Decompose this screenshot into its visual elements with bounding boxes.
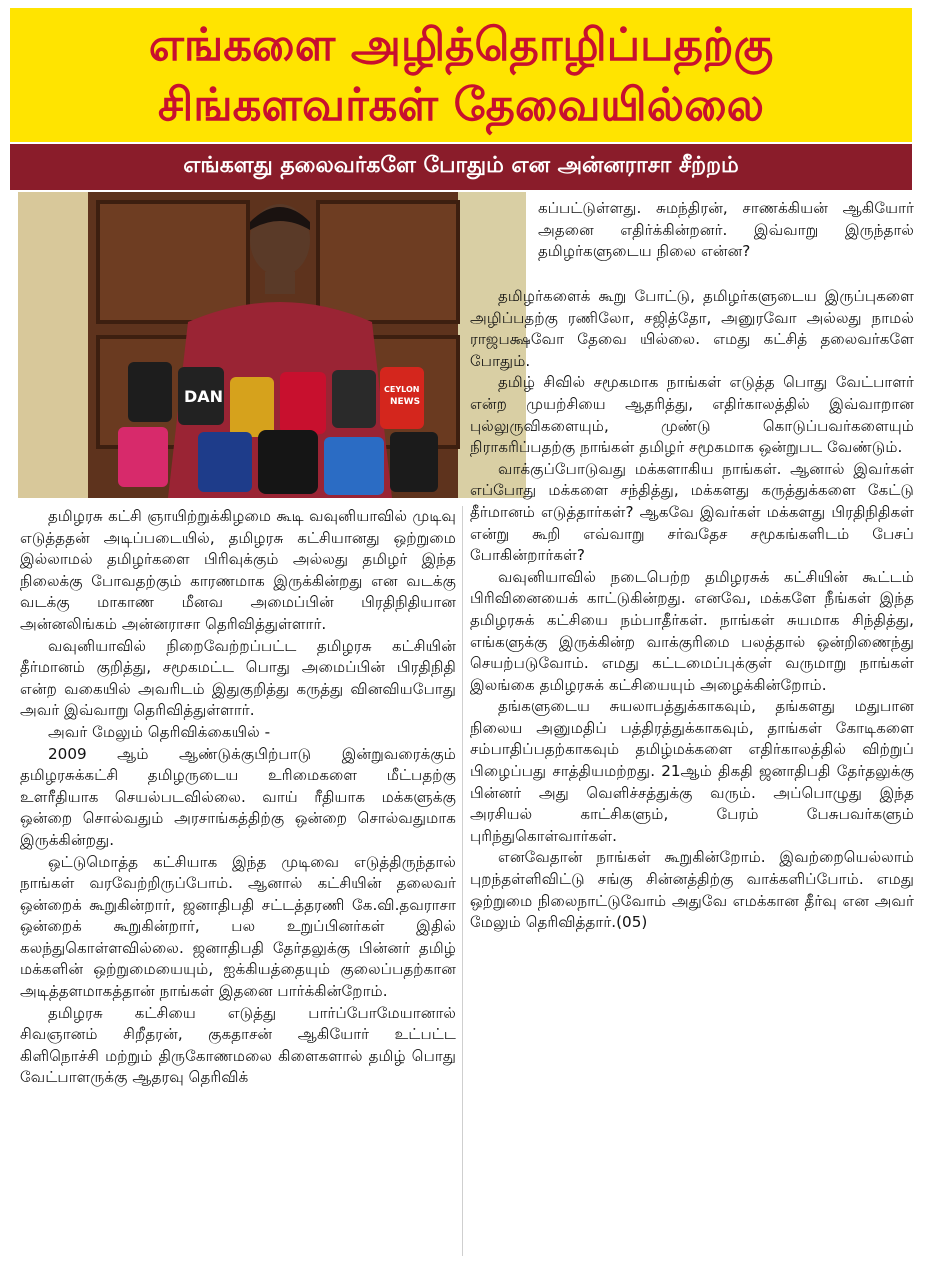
paragraph: ஒட்டுமொத்த கட்சியாக இந்த முடிவை எடுத்திருந்தால் நாங்கள் வரவேற்றிருப்போம். ஆனால் கட்சியின் தலைவர் ஒன்றைக் கூறுகின்றார், ஜனாதிபதி சட்டத்தரணி கே.வி.தவராசா ஒன்றைக் கூறுகின்றார், பல உறுப்பினர்கள் இதில் கலந்துகொள்ளவில்லை. ஜனாதிபதி தேர்தலுக்கு பின்னர் தமிழ் மக்களின் ஒற்றுமையையும், ஐக்கியத்தையும் குலைப்பதற்கான அடித்தளமாகத்தான் நாங்கள் இதனை பார்க்கின்றோம்.: [20, 852, 456, 1001]
paragraph: தமிழரசு கட்சி ஞாயிற்றுக்கிழமை கூடி வவுனியாவில் முடிவு எடுத்ததன் அடிப்படையில், தமிழரசு கட்சியானது ஒற்றுமை இல்லாமல் தமிழர்களை பிரிவுக்கும் அல்லது தமிழர் இந்த நிலைக்கு போவதற்கும் காரணமாக இருக்கின்றது என வடக்கு வடக்கு மாகாண மீனவ அமைப்பின் பிரதிநிதியான அன்னலிங்கம் அன்னராசா தெரிவித்துள்ளார்.: [20, 507, 456, 633]
paragraph: கப்பட்டுள்ளது. சுமந்திரன், சாணக்கியன் ஆகியோர் அதனை எதிர்க்கின்றனர். இவ்வாறு இருந்தால் தமிழர்களுடைய நிலை என்ன?: [538, 199, 914, 261]
headline-line-2: சிங்களவர்கள் தேவையில்லை: [157, 78, 765, 131]
paragraph: தமிழ் சிவில் சமூகமாக நாங்கள் எடுத்த பொது வேட்பாளர் என்ற முயற்சியை ஆதரித்து, எதிர்காலத்தில் இவ்வாறான புல்லுருவிகளையும், முண்டு கொடுப்பவர்களையும் நிராகரிப்பதற்கு நாங்கள் தமிழர் சமூகமாக ஒன்றுபட வேண்டும்.: [470, 373, 914, 457]
right-column: [470, 286, 914, 934]
mic-label-dan: DAN: [184, 387, 224, 406]
right-column-continuation: [538, 198, 914, 263]
paragraph: எனவேதான் நாங்கள் கூறுகின்றோம். இவற்றையெல்லாம் புறந்தள்ளிவிட்டு சங்கு சின்னத்திற்கு வாக்களிப்போம். எமது ஒற்றுமை நிலைநாட்டுவோம் அதுவே எமக்கான தீர்வு என அவர் மேலும் தெரிவித்தார்.(05): [470, 848, 914, 932]
paragraph: வவுனியாவில் நடைபெற்ற தமிழரசுக் கட்சியின் கூட்டம் பிரிவினையைக் காட்டுகின்றது. எனவே, மக்களே நீங்கள் இந்த தமிழரசுக் கட்சியை நம்பாதீர்கள். நாங்கள் சுயமாக சிந்தித்து, எங்களுக்கு இருக்கின்ற வாக்குரிமை பலத்தால் ஒன்றிணைந்து செயற்படுவோம். எமது கட்டமைப்புக்குள் வருமாறு நாங்கள் இலங்கை தமிழரசுக் கட்சியையும் அழைக்கின்றோம்.: [470, 567, 914, 694]
press-conference-photo: [18, 192, 526, 498]
subheadline: எங்களது தலைவர்களே போதும் என அன்னராசா சீற்றம்: [10, 144, 912, 190]
paragraph: தமிழர்களைக் கூறு போட்டு, தமிழர்களுடைய இருப்புகளை அழிப்பதற்கு ரணிலோ, சஜித்தோ, அனுரவோ அல்லது நாமல் ராஜபக்ஷவோ தேவை யில்லை. எமது கட்சித் தலைவர்களே போதும்.: [470, 287, 914, 370]
column-divider: [462, 506, 463, 1256]
headline-line-1: எங்களை அழித்தொழிப்பதற்கு: [148, 18, 774, 71]
paragraph: அவர் மேலும் தெரிவிக்கையில் -: [48, 722, 271, 741]
paragraph: தங்களுடைய சுயலாபத்துக்காகவும், தங்களது மதுபான நிலைய அனுமதிப் பத்திரத்துக்காகவும், தாங்கள் கோடிகளை சம்பாதிப்பதற்காகவும் தமிழ்மக்களை எதிர்காலத்தில் விற்றுப் பிழைப்பது சாத்தியமற்றது. 21ஆம் திகதி ஜனாதிபதி தேர்தலுக்கு பின்னர் அது வெளிச்சத்துக்கு வரும். அப்பொழுது இந்த அரசியல் காட்சிகளும், பேரம் பேசுபவர்களும் புரிந்துகொள்வார்கள்.: [470, 697, 914, 845]
headline-banner: [10, 8, 912, 142]
mic-label-ceylon: CEYLON: [384, 385, 420, 394]
paragraph: வவுனியாவில் நிறைவேற்றப்பட்ட தமிழரசு கட்சியின் தீர்மானம் குறித்து, சமூகமட்ட பொது அமைப்பின் பிரதிநிதி என்ற வகையில் அவரிடம் இதுகுறித்து கருத்து வினவியபோது அவர் இவ்வாறு தெரிவித்துள்ளார்.: [20, 636, 456, 720]
mic-label-news: NEWS: [390, 397, 421, 407]
paragraph: தமிழரசு கட்சியை எடுத்து பார்ப்போமேயானால் சிவஞானம் சிறீதரன், குகதாசன் ஆகியோர் உட்பட்ட கிளிநொச்சி மற்றும் திருகோணமலை கிளைகளால் தமிழ் பொது வேட்பாளருக்கு ஆதரவு தெரிவிக்: [20, 1003, 456, 1087]
left-column: [20, 506, 456, 1089]
paragraph: 2009 ஆம் ஆண்டுக்குபிற்பாடு இன்றுவரைக்கும் தமிழரசுக்கட்சி தமிழருடைய உரிமைகளை மீட்பதற்கு உளரீதியாக செயல்படவில்லை. வாய் ரீதியாக மக்களுக்கு ஒன்றை சொல்வதும் அரசாங்கத்திற்கு ஒன்றை சொல்வதுமாக இருக்கின்றது.: [20, 744, 456, 849]
paragraph: வாக்குப்போடுவது மக்களாகிய நாங்கள். ஆனால் இவர்கள் எப்போது மக்களை சந்தித்து, மக்களது கருத்துக்களை கேட்டு தீர்மானம் எடுத்தார்கள்? ஆகவே இவர்கள் மக்களது பிரதிநிதிகள் என்று கூறி எவ்வாறு சர்வதேச சமூகங்களிடம் பேசப் போகின்றார்கள்?: [470, 459, 914, 565]
